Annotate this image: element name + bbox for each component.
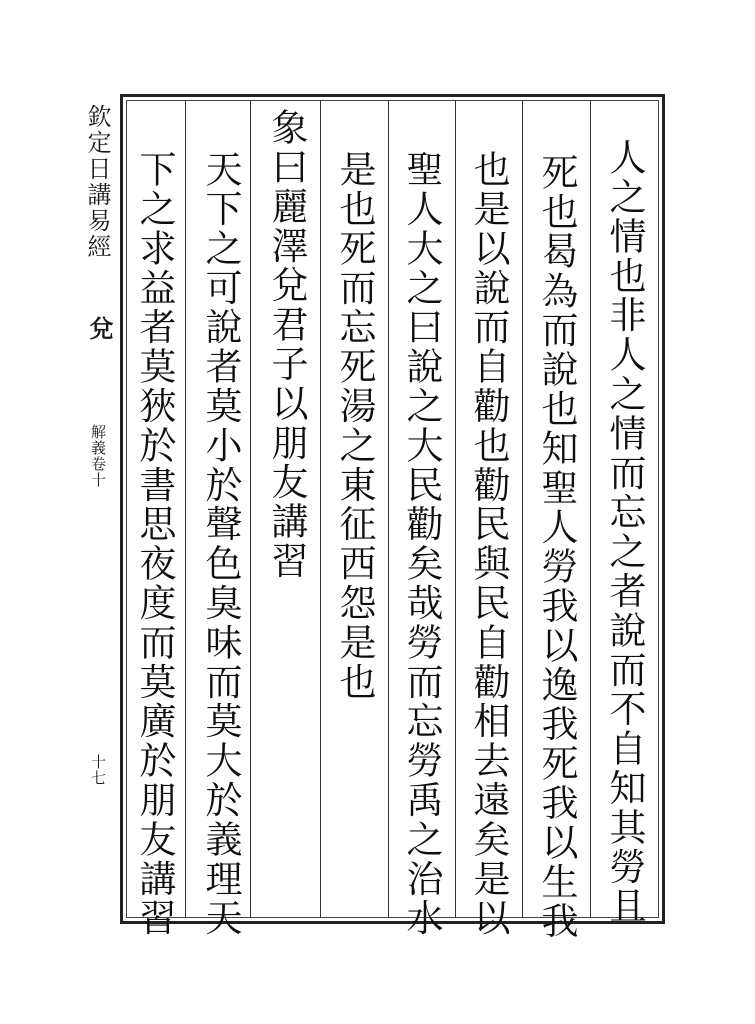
column-rule	[522, 100, 523, 918]
text-column-4: 聖人大之曰說之大民勸矣哉勞而忘勞禹之治水	[400, 150, 443, 938]
column-rule	[590, 100, 591, 918]
column-rule	[388, 100, 389, 918]
column-rule	[455, 100, 456, 918]
column-rule	[250, 100, 251, 918]
chapter-subtitle: 解義卷十	[89, 424, 107, 488]
text-column-3: 也是以說而自勸也勸民與民自勸相去遠矣是以	[467, 150, 510, 938]
column-rule	[185, 100, 186, 918]
section-mark: 兌	[85, 316, 114, 342]
text-column-6: 象曰麗澤兌君子以朋友講習	[265, 108, 308, 581]
margin-strip	[76, 94, 120, 924]
text-column-2: 死也曷為而說也知聖人勞我以逸我死我以生我	[535, 153, 578, 941]
text-column-7: 天下之可說者莫小於聲色臭味而莫大於義理天	[199, 150, 242, 938]
folio-number: 十七	[89, 754, 107, 786]
column-rule	[320, 100, 321, 918]
book-title: 欽定日講易經	[83, 104, 111, 260]
text-column-8: 下之求益者莫狹於書思夜度而莫廣於朋友講習	[133, 150, 176, 938]
text-column-5: 是也死而忘死湯之東征西怨是也	[333, 150, 376, 702]
text-column-1: 人之情也非人之情而忘之者說而不自知其勞且	[603, 138, 646, 926]
